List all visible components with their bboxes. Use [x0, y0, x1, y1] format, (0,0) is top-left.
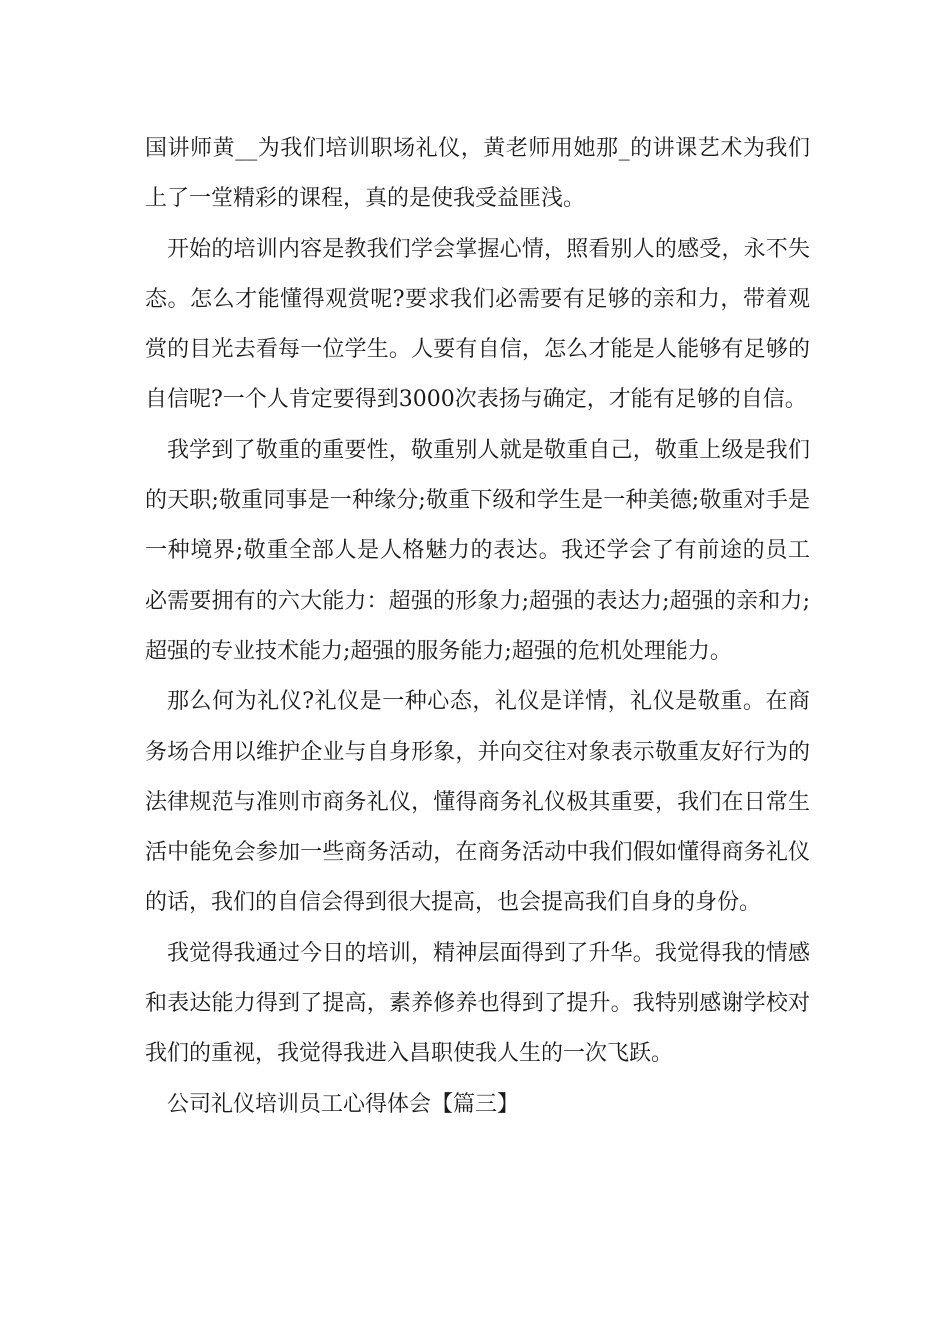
paragraph-respect: 我学到了敬重的重要性，敬重别人就是敬重自己，敬重上级是我们的天职;敬重同事是一种缘分;敬重下级和学生是一种美德;敬重对手是一种境界;敬重全部人是人格魅力的表达。我还学会了有前途的员工必需要拥有的六大能力：超强的形象力;超强的表达力;超强的亲和力;超强的专业技术能力;超强的服务能力;超强的危机处理能力。: [145, 437, 810, 664]
section-heading: 公司礼仪培训员工心得体会【篇三】: [167, 1091, 520, 1117]
paragraph-continuation: 国讲师黄__为我们培训职场礼仪，黄老师用她那_的讲课艺术为我们上了一堂精彩的课程，真的是使我受益匪浅。: [145, 136, 810, 212]
paragraph-etiquette: 那么何为礼仪?礼仪是一种心态，礼仪是详情，礼仪是敬重。在商务场合用以维护企业与自身形象，并向交往对象表示敬重友好行为的法律规范与准则市商务礼仪，懂得商务礼仪极其重要，我们在日常生活中能免会参加一些商务活动，在商务活动中我们假如懂得商务礼仪的话，我们的自信会得到很大提高，也会提高我们自身的身份。: [145, 689, 810, 916]
paragraph-training-content: 开始的培训内容是教我们学会掌握心情，照看别人的感受，永不失态。怎么才能懂得观赏呢?要求我们必需要有足够的亲和力，带着观赏的目光去看每一位学生。人要有自信，怎么才能是人能够有足够的自信呢?一个人肯定要得到3000次表扬与确定，才能有足够的自信。: [145, 236, 810, 413]
paragraph-reflection: 我觉得我通过今日的培训，精神层面得到了升华。我觉得我的情感和表达能力得到了提高，素养修养也得到了提升。我特别感谢学校对我们的重视，我觉得我进入昌职使我人生的一次飞跃。: [145, 940, 810, 1067]
document-body: [145, 124, 810, 1130]
